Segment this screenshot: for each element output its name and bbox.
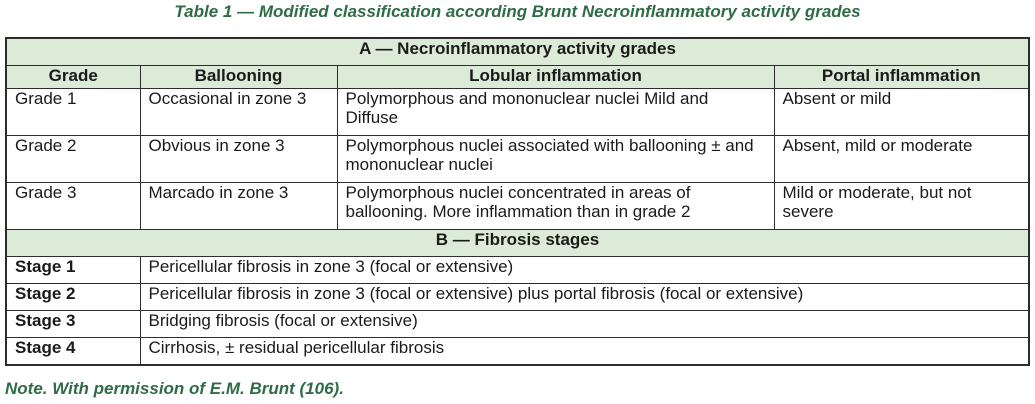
stage-description-cell: Cirrhosis, ± residual pericellular fibrosis [140,338,1029,366]
stage-row [6,257,1029,284]
ballooning-cell: Occasional in zone 3 [140,89,337,136]
lobular-inflammation-cell: Polymorphous and mononuclear nuclei Mild and Diffuse [337,89,774,136]
column-header-lobular-inflammation: Lobular inflammation [337,66,774,89]
stage-description-cell: Pericellular fibrosis in zone 3 (focal or extensive) [140,257,1029,284]
ballooning-cell: Marcado in zone 3 [140,183,337,230]
column-header-row [6,66,1029,89]
lobular-inflammation-cell: Polymorphous nuclei concentrated in areas of ballooning. More inflammation than in grade 2 [337,183,774,230]
grade-row [6,183,1029,230]
stage-row [6,311,1029,338]
portal-inflammation-cell: Absent, mild or moderate [774,136,1029,183]
portal-inflammation-cell: Mild or moderate, but not severe [774,183,1029,230]
portal-inflammation-cell: Absent or mild [774,89,1029,136]
section-a-title: A — Necroinflammatory activity grades [6,38,1029,66]
table-caption: Table 1 — Modified classification according Brunt Necroinflammatory activity grades [174,2,861,21]
lobular-inflammation-cell: Polymorphous nuclei associated with ballooning ± and mononuclear nuclei [337,136,774,183]
stage-cell: Stage 4 [6,338,140,366]
grade-row [6,89,1029,136]
classification-table [5,37,1030,366]
grade-row [6,136,1029,183]
stage-description-cell: Bridging fibrosis (focal or extensive) [140,311,1029,338]
section-a-header-row [6,38,1029,66]
grade-cell: Grade 2 [6,136,140,183]
table-note: Note. With permission of E.M. Brunt (106). [5,379,344,398]
stage-row [6,338,1029,366]
stage-description-cell: Pericellular fibrosis in zone 3 (focal or extensive) plus portal fibrosis (focal or extensive) [140,284,1029,311]
column-header-grade: Grade [6,66,140,89]
column-header-portal-inflammation: Portal inflammation [774,66,1029,89]
column-header-ballooning: Ballooning [140,66,337,89]
stage-cell: Stage 3 [6,311,140,338]
ballooning-cell: Obvious in zone 3 [140,136,337,183]
grade-cell: Grade 1 [6,89,140,136]
section-b-title: B — Fibrosis stages [6,230,1029,257]
grade-cell: Grade 3 [6,183,140,230]
section-b-header-row [6,230,1029,257]
stage-cell: Stage 1 [6,257,140,284]
stage-row [6,284,1029,311]
stage-cell: Stage 2 [6,284,140,311]
